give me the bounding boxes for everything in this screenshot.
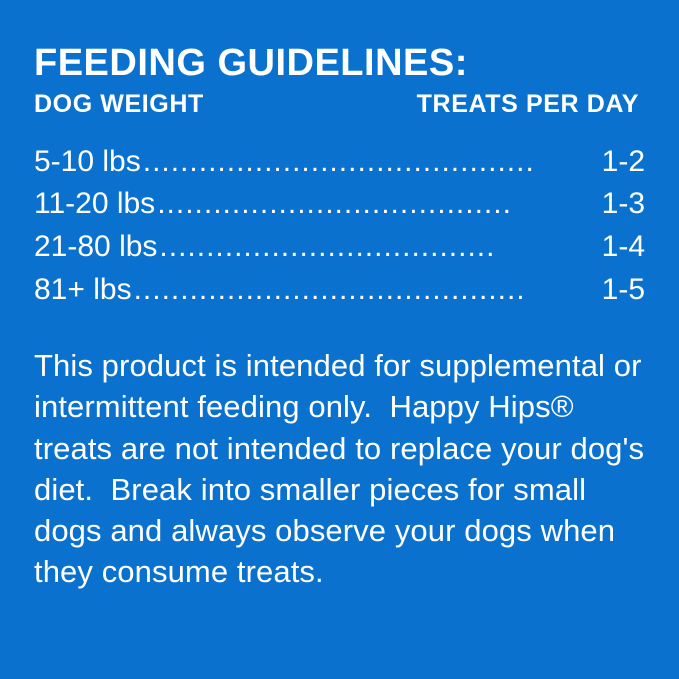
table-row [34,141,645,184]
row-dot-leader: .......................................... [142,144,535,178]
column-header-treats-per-day: TREATS PER DAY [416,89,639,118]
row-amount: 1-3 [601,187,645,221]
page-title: FEEDING GUIDELINES: [34,42,468,84]
row-weight: 5-10 lbs [34,144,141,178]
row-weight: 21-80 lbs [34,230,158,264]
row-dot-leader: ...................................... [157,187,512,221]
row-dot-leader: .......................................... [133,272,526,306]
supplemental-feeding-note: This product is intended for supplemental or intermittent feeding only. Happy Hips® treats are not intended to replace your dog's diet. Break into smaller pieces for small dogs and always observe your dogs when they consume treats. [34,348,653,590]
table-row [34,269,645,312]
row-dot-leader: .................................... [159,230,496,264]
row-amount: 1-4 [601,230,645,264]
column-headers [34,90,645,119]
feeding-table [34,141,645,311]
table-row [34,183,645,226]
row-weight: 81+ lbs [34,272,132,306]
row-amount: 1-2 [601,144,645,178]
row-amount: 1-5 [601,272,645,306]
row-weight: 11-20 lbs [34,187,156,221]
column-header-dog-weight: DOG WEIGHT [34,89,204,118]
table-row [34,226,645,269]
